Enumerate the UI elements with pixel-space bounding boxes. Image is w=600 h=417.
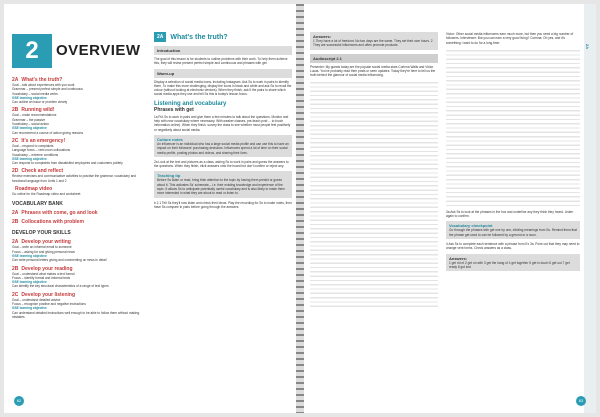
entry-line: Goal – talk about experiences with you work [12,83,75,87]
entry-title: Running wild! [21,107,55,114]
entry-line: Goal – make recommendations [12,113,57,118]
dialogue-lines [446,47,580,207]
entry-line: Grammar – present perfect simple and continuous [12,87,83,92]
section-code: 2A [154,32,166,42]
side-tab-label: 2A [585,44,590,50]
overview-entry [12,219,142,225]
ex1-text: 1a Put Ss to work in pairs and give them a few minutes to talk about the questions. Monitor and help with new vocabulary where necessary. With weaker classes, pre-teach post ... to touch information online). When they finish, survey the class to see whether most people feel positively or negatively about social media. [154,114,291,132]
answers-box [310,32,438,50]
answers-heading: Answers: [313,34,332,39]
entry-line: Language focus – verb-noun collocations [12,148,71,153]
entry-line: Can recommend a course of action giving reasons [12,130,84,135]
entry-line: Goal – understand what makes a text formal [12,271,75,276]
right-page [304,4,596,413]
entry-line: Can respond to complaints from dissatisfied employees and customers politely [12,161,123,166]
page-number-right: 63 [576,396,586,406]
entry-line: Review exercises and communicative activities to practise the grammar, vocabulary and functional language from Units 1 and 2 [12,174,137,183]
vocab-checkpoint-text: Go through the phrases with get one by one, eliciting meanings from Ss. Remind them that the phrase get used to can be followed by a gerund or a noun. [449,228,577,237]
entry-line: GSE learning objective [12,95,47,100]
overview-entry [12,239,142,262]
overview-entry [12,186,142,196]
book-spread [4,4,596,413]
section-title: What's the truth? [170,33,228,41]
entry-line: GSE learning objective [12,280,47,285]
warmup-heading: Warm-up [157,70,175,76]
overview-entry [12,138,142,165]
dialogue-column [446,32,580,271]
entry-line: Focus – recognise positive and negative instructions [12,302,86,307]
entry-title: Check and reflect [21,168,64,175]
vocab-bank-heading: VOCABULARY BANK [12,201,63,208]
lesson-column [154,32,292,209]
intro-text: The goal of this lesson is for students to outline problems with their work. To help them achieve this, they will revise present perfect simple and continuous and phrases with get. [154,57,288,66]
entry-line: Goal – understand detailed advice [12,297,61,302]
entry-line: Grammar – the passive [12,117,46,122]
skills-heading: DEVELOP YOUR SKILLS [12,230,71,237]
entry-title: Develop your reading [21,265,73,272]
entry-line: Vocabulary – social media verbs [12,91,58,96]
entry-line: Go online for the Roadmap video and worksheet [12,192,81,197]
audioscript-text: Presenter: My guests today are the popular social media stars Corinna Walls and Victor Lucas. You've probably read their posts or seen updates. Today they're here to tell us the truth behind the glamour of social media influencing. [310,64,436,78]
entry-title: Collocations with problem [21,219,84,226]
entry-line: GSE learning objective [12,306,47,311]
answers-2-box [446,254,580,272]
answers-2-text: 1 get rid of 2 get on with 3 get the hang of 4 get together 5 get in touch 6 get out 7 get ready 8 got lost [449,260,570,269]
overview-list [12,74,142,319]
entry-title: Phrases with come, go and look [21,210,98,217]
teaching-tip-box [154,171,292,197]
entry-code: 2B [12,219,19,226]
vocab-checkpoint-heading: Vocabulary checkpoint [449,223,493,229]
warmup-box [154,69,292,78]
dialogue-text: Victor: Other social media influencers earn much more, but then you need a big number of followers. Interviewer: But you can earn a very good living? Corinna: Oh yes, and it's something I want to do for a long time. [446,32,574,45]
entry-code: 2B [12,107,19,114]
entry-line: GSE learning objective [12,156,47,161]
entry-line: Can outline an issue or problem clearly [12,100,68,105]
section-header [154,32,292,42]
overview-entry [12,77,142,104]
entry-heading [12,210,142,216]
entry-heading [12,219,142,225]
unit-number: 2 [12,34,52,68]
audioscript-lines [310,79,438,309]
entry-code: 2B [12,265,19,272]
entry-code: 2C [12,291,19,298]
left-page [4,4,297,413]
overview-entry [12,107,142,134]
entry-code: 2A [12,77,19,83]
answers-column [310,32,438,309]
answers-2-heading: Answers: [449,255,468,261]
ex3a-text: 3a Ask Ss to look at the phrases in the box and underline any they think they heard. Listen again to confirm. [446,209,574,219]
page-number-left: 62 [14,396,24,406]
entry-title: What's the truth? [21,77,63,83]
ex2-text: 2a Look at the text and pictures as a class, asking Ss to work in pairs and guess the answers to the questions. When they finish, elicit answers onto the board but don't confirm or reject any. [154,159,289,169]
listening-heading: Listening and vocabulary [154,100,227,107]
ex2b-text: b 2.1 Tell Ss they'll now listen and check their ideas. Play the recording for Ss to make notes, then have Ss compare in pairs before going through the answers. [154,200,292,209]
teaching-text: Before Ss listen or read, bring their attention to the topic by having them predict or guess about it. This activates Ss' schemata – i.e. their existing knowledge and experience of the topic. It allows Ss to anticipate potentially useful vocabulary and is also likely to make them more interested in what they are about to read or listen to. [157,178,285,196]
spiral-binding [296,4,304,413]
entry-title: It's an emergency! [21,137,66,144]
listening-subheading: Phrases with get [154,106,194,113]
entry-title: Develop your writing [21,239,71,246]
audioscript-heading: Audioscript 2.1 [313,55,342,61]
ex4-text: 4 Ask Ss to complete each sentence with a phrase from Ex 3a. Point out that they may need to change verb forms. Check answers as a class. [446,242,580,251]
entry-line: Focus – asking for and giving personal news [12,249,75,254]
teaching-heading: Teaching tip [157,173,181,179]
overview-entry [12,292,142,319]
entry-code: 2A [12,210,19,217]
entry-line: Vocabulary – extreme conditions [12,152,59,157]
entry-line: GSE learning objective [12,253,47,258]
overview-entry [12,168,142,183]
vocab-checkpoint-box [446,221,580,239]
unit-title: OVERVIEW [56,42,141,59]
entry-line: Can write personal letters giving and commenting on news in detail [12,258,107,263]
culture-box [154,135,292,157]
answers-text: 1 They have a lot of freedom: No two days are the same. They set their own hours. 2 They are successful influencers and often promote products. [313,39,433,48]
intro-box [154,46,292,55]
overview-entry [12,266,142,289]
entry-title: Develop your listening [21,291,76,298]
culture-text: An influencer is an individual who has a large social media profile and can use this to have an impact on their followers' purchasing decisions. Influencers spend a lot of time on their social media profile, posting photos and videos, and sharing their lives. [157,141,289,155]
audioscript-box [310,54,438,63]
intro-heading: Introduction [157,48,181,53]
entry-line: Focus – identify formal and informal texts [12,275,71,280]
culture-heading: Culture notes [157,136,183,142]
entry-line: Goal – write an informal email to someone [12,245,72,250]
entry-code: 2A [12,239,19,246]
entry-code: 2C [12,137,19,144]
entry-line: Goal – respond to complaints [12,143,54,148]
entry-title: Roadmap video [15,186,53,193]
entry-line: Can understand detailed instructions well enough to be able to follow them without making mistakes [12,310,140,319]
warmup-text: Display a selection of social media icons, including Instagram. Ask Ss to work in pairs to identify them. To make this more challenging, display the icons in black and white and ask Ss to recall the colour (without looking at electronic devices). When they finish, ask if the pairs to share which social media apps they use and tell Ss this is today's lesson focus. [154,79,292,97]
overview-entry [12,210,142,216]
side-tab [584,4,596,413]
entry-line: Can identify the key structural characteristics of a range of text types [12,284,109,289]
entry-line: Vocabulary – social action [12,122,49,127]
entry-code: 2D [12,168,19,175]
unit-banner [12,34,141,68]
entry-line: GSE learning objective [12,126,47,131]
